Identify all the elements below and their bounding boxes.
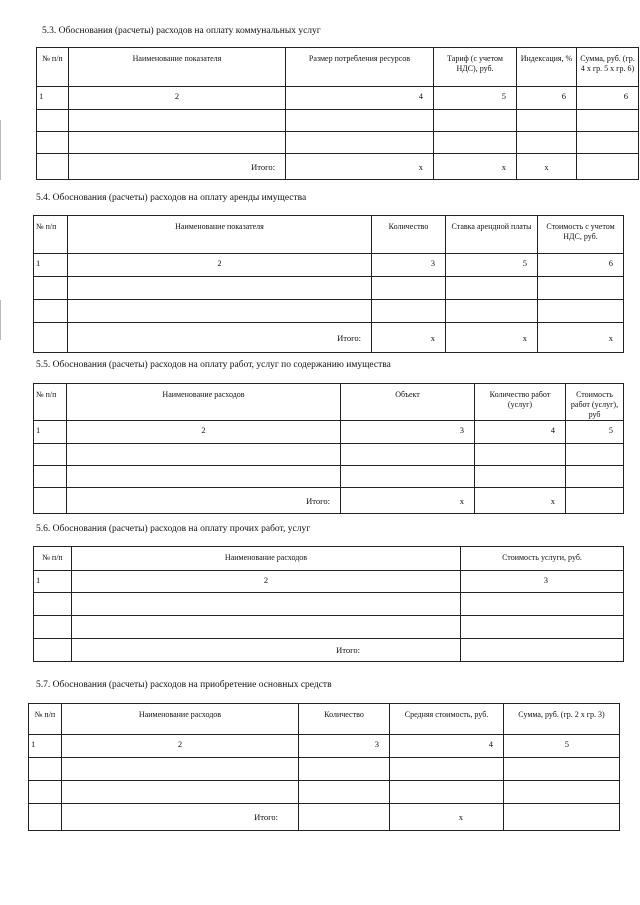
col-number-cell: 2	[72, 571, 461, 593]
empty-cell	[566, 466, 624, 488]
col-number-cell: 3	[299, 735, 390, 758]
empty-cell	[34, 300, 68, 323]
empty-cell	[504, 781, 620, 804]
empty-cell	[566, 444, 624, 466]
col-header-work-cost: Стоимость работ (услуг), руб	[566, 384, 624, 421]
col-number-cell: 4	[286, 87, 434, 110]
col-header-work-quantity: Количество работ (услуг)	[475, 384, 566, 421]
section-title-5-3: 5.3. Обоснования (расчеты) расходов на оплату коммунальных услуг	[42, 26, 321, 36]
empty-cell	[286, 132, 434, 154]
col-number-cell: 2	[69, 87, 286, 110]
total-label: Итого:	[68, 323, 372, 353]
empty-cell	[341, 466, 475, 488]
empty-cell	[475, 466, 566, 488]
col-number-cell: 5	[446, 254, 538, 277]
col-number-cell: 6	[517, 87, 577, 110]
total-cell: x	[517, 154, 577, 180]
table-5-6	[33, 546, 624, 662]
empty-cell	[299, 781, 390, 804]
scan-mark	[0, 300, 1, 340]
empty-cell	[390, 758, 504, 781]
col-number-cell: 6	[577, 87, 639, 110]
empty-cell	[62, 781, 299, 804]
col-number-cell: 1	[29, 735, 62, 758]
scan-mark	[0, 120, 1, 180]
empty-cell	[62, 758, 299, 781]
col-number-cell: 2	[62, 735, 299, 758]
empty-cell	[475, 444, 566, 466]
empty-cell	[434, 110, 517, 132]
empty-cell	[517, 110, 577, 132]
empty-cell	[72, 616, 461, 639]
total-cell	[299, 804, 390, 831]
total-cell	[577, 154, 639, 180]
col-number-cell: 2	[68, 254, 372, 277]
col-header-cost: Стоимость с учетом НДС, руб.	[538, 216, 624, 254]
total-cell: x	[434, 154, 517, 180]
empty-cell	[446, 277, 538, 300]
empty-cell	[34, 593, 72, 616]
empty-cell	[29, 758, 62, 781]
col-header-rent-rate: Ставка арендной платы	[446, 216, 538, 254]
empty-cell	[434, 132, 517, 154]
col-number-cell: 1	[34, 571, 72, 593]
total-label: Итого:	[62, 804, 299, 831]
total-cell	[566, 488, 624, 514]
col-header-indicator: Наименование показателя	[69, 48, 286, 87]
total-cell	[461, 639, 624, 662]
col-number-cell: 5	[434, 87, 517, 110]
total-label: Итого:	[72, 639, 461, 662]
total-label: Итого:	[69, 154, 286, 180]
empty-cell	[538, 277, 624, 300]
empty-cell	[286, 110, 434, 132]
empty-cell	[372, 300, 446, 323]
col-header-quantity: Количество	[372, 216, 446, 254]
total-cell	[504, 804, 620, 831]
col-number-cell: 4	[390, 735, 504, 758]
empty-cell	[446, 300, 538, 323]
empty-cell	[299, 758, 390, 781]
total-cell: x	[446, 323, 538, 353]
empty-cell	[37, 132, 69, 154]
section-title-5-4: 5.4. Обоснования (расчеты) расходов на оплату аренды имущества	[36, 193, 307, 203]
col-header-object: Объект	[341, 384, 475, 421]
section-title-5-7: 5.7. Обоснования (расчеты) расходов на приобретение основных средств	[36, 680, 332, 690]
col-header-sum: Сумма, руб. (гр. 2 х гр. 3)	[504, 704, 620, 735]
section-title-5-5: 5.5. Обоснования (расчеты) расходов на оплату работ, услуг по содержанию имущества	[36, 360, 391, 370]
empty-cell	[538, 300, 624, 323]
empty-cell	[517, 132, 577, 154]
empty-cell	[72, 593, 461, 616]
empty-cell	[29, 781, 62, 804]
total-cell: x	[538, 323, 624, 353]
empty-cell	[34, 466, 67, 488]
col-header-sum: Сумма, руб. (гр. 4 х гр. 5 х гр. 6)	[577, 48, 639, 87]
col-number-cell: 1	[34, 254, 68, 277]
col-header-service-cost: Стоимость услуги, руб.	[461, 547, 624, 571]
total-cell	[34, 323, 68, 353]
table-5-4	[33, 215, 624, 353]
col-number-cell: 3	[372, 254, 446, 277]
col-number-cell: 1	[34, 421, 67, 444]
col-number-cell: 4	[475, 421, 566, 444]
empty-cell	[67, 444, 341, 466]
total-label: Итого:	[67, 488, 341, 514]
total-cell: x	[372, 323, 446, 353]
col-number-cell: 5	[566, 421, 624, 444]
total-cell	[34, 639, 72, 662]
total-cell	[37, 154, 69, 180]
empty-cell	[68, 277, 372, 300]
col-number-cell: 1	[37, 87, 69, 110]
total-cell	[29, 804, 62, 831]
col-header-consumption: Размер потребления ресурсов	[286, 48, 434, 87]
total-cell: x	[286, 154, 434, 180]
col-header-indexation: Индексация, %	[517, 48, 577, 87]
table-5-7	[28, 703, 620, 831]
total-cell	[34, 488, 67, 514]
col-header-expense-name: Наименование расходов	[67, 384, 341, 421]
empty-cell	[37, 110, 69, 132]
empty-cell	[34, 277, 68, 300]
total-cell: x	[341, 488, 475, 514]
col-header-expense-name: Наименование расходов	[72, 547, 461, 571]
col-number-cell: 3	[461, 571, 624, 593]
col-header-number: № п/п	[34, 384, 67, 421]
empty-cell	[372, 277, 446, 300]
empty-cell	[504, 758, 620, 781]
empty-cell	[34, 616, 72, 639]
col-header-tariff: Тариф (с учетом НДС), руб.	[434, 48, 517, 87]
empty-cell	[577, 132, 639, 154]
empty-cell	[34, 444, 67, 466]
total-cell: x	[390, 804, 504, 831]
empty-cell	[68, 300, 372, 323]
empty-cell	[67, 466, 341, 488]
col-header-number: № п/п	[29, 704, 62, 735]
table-5-3	[36, 47, 639, 180]
empty-cell	[461, 593, 624, 616]
col-number-cell: 2	[67, 421, 341, 444]
total-cell: x	[475, 488, 566, 514]
empty-cell	[69, 110, 286, 132]
empty-cell	[390, 781, 504, 804]
table-5-5	[33, 383, 624, 514]
empty-cell	[341, 444, 475, 466]
col-header-expense-name: Наименование расходов	[62, 704, 299, 735]
col-header-number: № п/п	[34, 216, 68, 254]
empty-cell	[69, 132, 286, 154]
col-number-cell: 3	[341, 421, 475, 444]
col-header-average-cost: Средняя стоимость, руб.	[390, 704, 504, 735]
col-header-number: № п/п	[34, 547, 72, 571]
col-number-cell: 5	[504, 735, 620, 758]
col-number-cell: 6	[538, 254, 624, 277]
col-header-number: № п/п	[37, 48, 69, 87]
col-header-indicator: Наименование показателя	[68, 216, 372, 254]
section-title-5-6: 5.6. Обоснования (расчеты) расходов на оплату прочих работ, услуг	[36, 524, 311, 534]
empty-cell	[577, 110, 639, 132]
empty-cell	[461, 616, 624, 639]
col-header-quantity: Количество	[299, 704, 390, 735]
